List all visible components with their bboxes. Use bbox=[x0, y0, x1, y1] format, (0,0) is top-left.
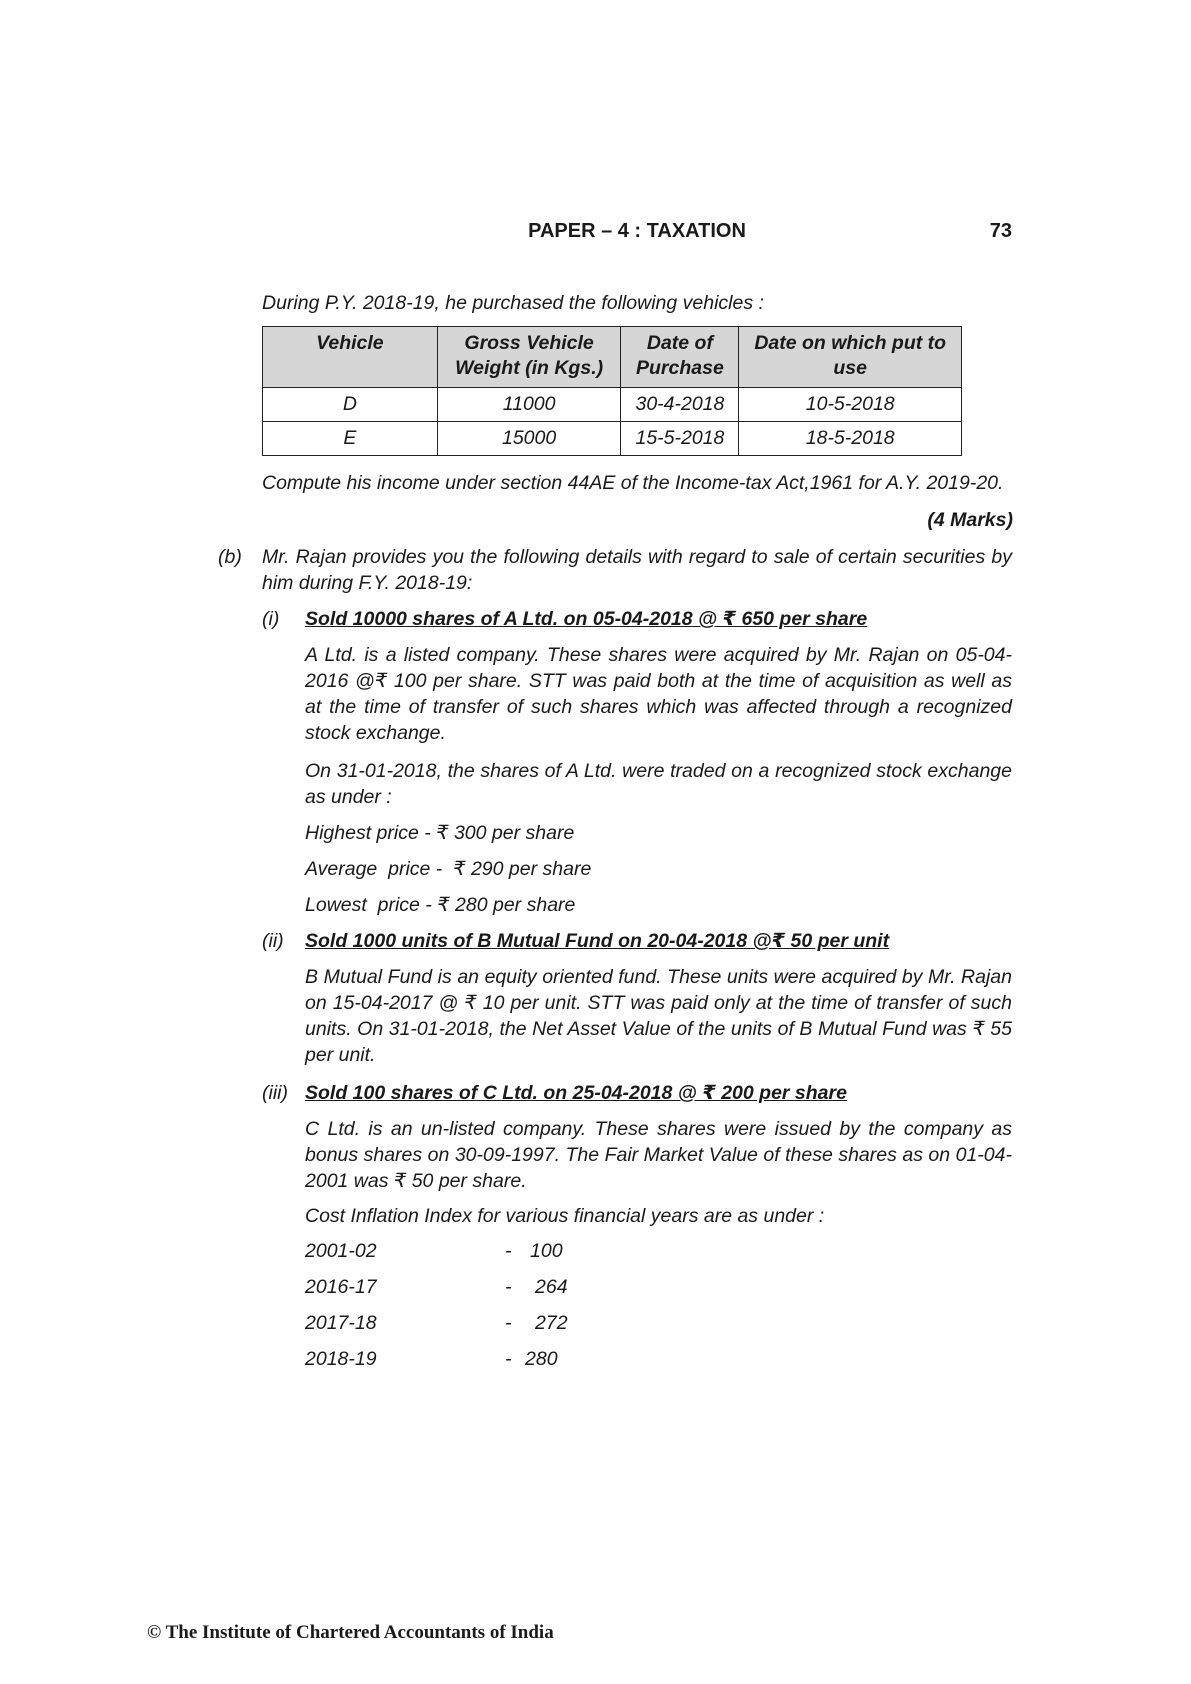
intro-text: During P.Y. 2018-19, he purchased the following vehicles : bbox=[262, 292, 764, 314]
cii-year: 2018-19 bbox=[305, 1348, 377, 1370]
list-item bbox=[305, 1348, 605, 1384]
cii-value: 272 bbox=[535, 1312, 568, 1334]
price-line: Highest price - ₹ 300 per share bbox=[305, 822, 575, 844]
table-cell: D bbox=[263, 388, 438, 422]
cii-dash: - bbox=[505, 1348, 512, 1370]
cii-year: 2016-17 bbox=[305, 1276, 377, 1298]
list-item bbox=[305, 1312, 605, 1348]
table-cell: 15-5-2018 bbox=[621, 422, 739, 456]
item-heading: Sold 100 shares of C Ltd. on 25-04-2018 @ ₹ 200 per share bbox=[305, 1082, 847, 1104]
item-paragraph: Cost Inflation Index for various financial years are as under : bbox=[305, 1205, 825, 1227]
cii-value: 264 bbox=[535, 1276, 568, 1298]
column-header: Vehicle bbox=[263, 327, 438, 388]
cii-dash: - bbox=[505, 1240, 512, 1262]
item-label: (i) bbox=[262, 608, 280, 630]
column-header: Date on which put to use bbox=[739, 327, 962, 388]
paper-title: PAPER – 4 : TAXATION bbox=[528, 220, 746, 242]
price-line: Average price - ₹ 290 per share bbox=[305, 858, 592, 880]
cii-dash: - bbox=[505, 1312, 512, 1334]
cii-year: 2001-02 bbox=[305, 1240, 377, 1262]
list-item bbox=[305, 1240, 605, 1276]
cii-value: 280 bbox=[525, 1348, 558, 1370]
copyright-footer: © The Institute of Chartered Accountants of India bbox=[147, 1622, 554, 1643]
column-header: Gross Vehicle Weight (in Kgs.) bbox=[437, 327, 621, 388]
item-heading: Sold 1000 units of B Mutual Fund on 20-04-2018 @₹ 50 per unit bbox=[305, 930, 890, 952]
cost-inflation-index-list bbox=[305, 1240, 605, 1384]
table-header-row bbox=[263, 327, 962, 388]
cii-year: 2017-18 bbox=[305, 1312, 377, 1334]
part-b-text: Mr. Rajan provides you the following details with regard to sale of certain securities by him during F.Y. 2018-19: bbox=[262, 546, 1012, 594]
table-cell: 11000 bbox=[437, 388, 621, 422]
cii-value: 100 bbox=[530, 1240, 563, 1262]
cii-dash: - bbox=[505, 1276, 512, 1298]
item-paragraph: B Mutual Fund is an equity oriented fund. These units were acquired by Mr. Rajan on 15-04-2017 @ ₹ 10 per unit. STT was paid only at the time of transfer of such units. On 31-01-2018, the Net Asset Value of the units of B Mutual Fund was ₹ 55 per unit. bbox=[305, 966, 1012, 1066]
column-header: Date of Purchase bbox=[621, 327, 739, 388]
item-paragraph: C Ltd. is an un-listed company. These shares were issued by the company as bonus shares on 30-09-1997. The Fair Market Value of these shares as on 01-04-2001 was ₹ 50 per share. bbox=[305, 1118, 1012, 1192]
table-cell: 10-5-2018 bbox=[739, 388, 962, 422]
list-item bbox=[305, 1276, 605, 1312]
page-header bbox=[262, 220, 1012, 248]
part-b-label: (b) bbox=[218, 546, 242, 568]
compute-instruction: Compute his income under section 44AE of the Income-tax Act,1961 for A.Y. 2019-20. bbox=[262, 472, 1004, 494]
table-row bbox=[263, 388, 962, 422]
table-cell: 15000 bbox=[437, 422, 621, 456]
item-heading: Sold 10000 shares of A Ltd. on 05-04-2018 @ ₹ 650 per share bbox=[305, 608, 868, 630]
price-line: Lowest price - ₹ 280 per share bbox=[305, 894, 576, 916]
item-paragraph: On 31-01-2018, the shares of A Ltd. were traded on a recognized stock exchange as under : bbox=[305, 760, 1012, 808]
table-cell: 18-5-2018 bbox=[739, 422, 962, 456]
vehicle-table bbox=[262, 326, 962, 456]
table-row bbox=[263, 422, 962, 456]
item-label: (ii) bbox=[262, 930, 284, 952]
table-cell: 30-4-2018 bbox=[621, 388, 739, 422]
item-paragraph: A Ltd. is a listed company. These shares were acquired by Mr. Rajan on 05-04-2016 @₹ 100 per share. STT was paid both at the time of acquisition as well as at the time of transfer of such shares which was affected through a recognized stock exchange. bbox=[305, 644, 1012, 744]
marks-label: (4 Marks) bbox=[927, 509, 1013, 531]
page-number: 73 bbox=[989, 220, 1012, 242]
item-label: (iii) bbox=[262, 1082, 288, 1104]
table-cell: E bbox=[263, 422, 438, 456]
